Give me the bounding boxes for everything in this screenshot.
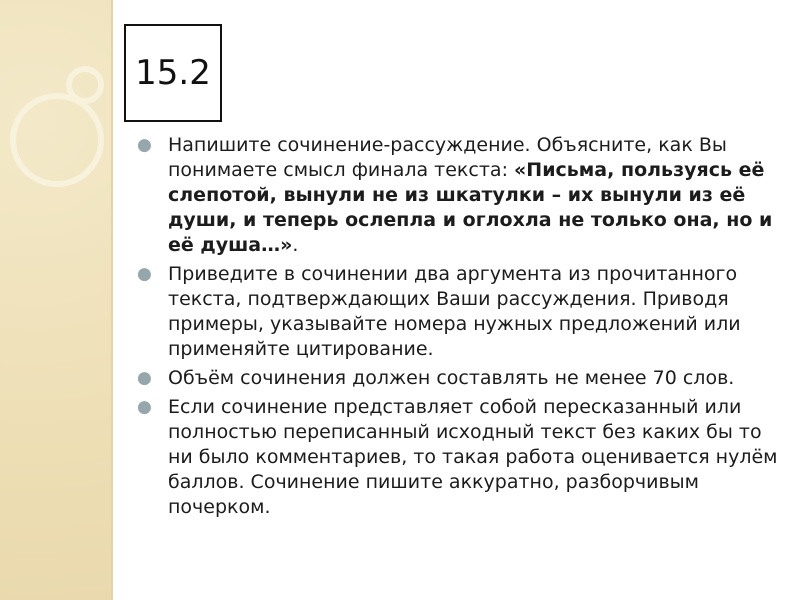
- task-quote-end: .: [292, 234, 299, 256]
- slide-number: 15.2: [135, 53, 211, 93]
- list-item: [137, 133, 787, 258]
- bullet-icon: ●: [137, 368, 152, 388]
- grading-rule-text: Если сочинение представляет собой пересказанный или полностью переписанный исходный текст без каких бы то ни было комментариев, то такая работа оценивается нулём баллов. Сочинение пишите аккуратно, разборчивым почерком.: [168, 396, 778, 518]
- task-list: [137, 133, 787, 524]
- bullet-icon: ●: [137, 264, 152, 284]
- task-intro-text: Напишите сочинение-рассуждение. Объясните, как Вы понимаете смысл финала текста:: [168, 134, 727, 181]
- list-item: [137, 395, 787, 520]
- decor-ring-small: [69, 69, 101, 101]
- task-quote-text: «Письма, пользуясь её слепотой, вынули не из шкатулки – их вынули из её души, и теперь ослепла и оглохла не только она, но и её душа…»: [168, 159, 773, 256]
- list-item: [137, 262, 787, 362]
- bullet-icon: ●: [137, 397, 152, 417]
- bullet-icon: ●: [137, 135, 152, 155]
- length-requirement-text: Объём сочинения должен составлять не менее 70 слов.: [168, 367, 735, 389]
- decor-ring-large: [13, 96, 101, 184]
- arguments-instruction-text: Приведите в сочинении два аргумента из прочитанного текста, подтверждающих Ваши рассуждения. Приводя примеры, указывайте номера нужных предложений или применяйте цитирование.: [168, 263, 741, 360]
- slide-number-box: [124, 24, 222, 122]
- list-item: [137, 366, 787, 391]
- decorative-rings: [0, 0, 140, 240]
